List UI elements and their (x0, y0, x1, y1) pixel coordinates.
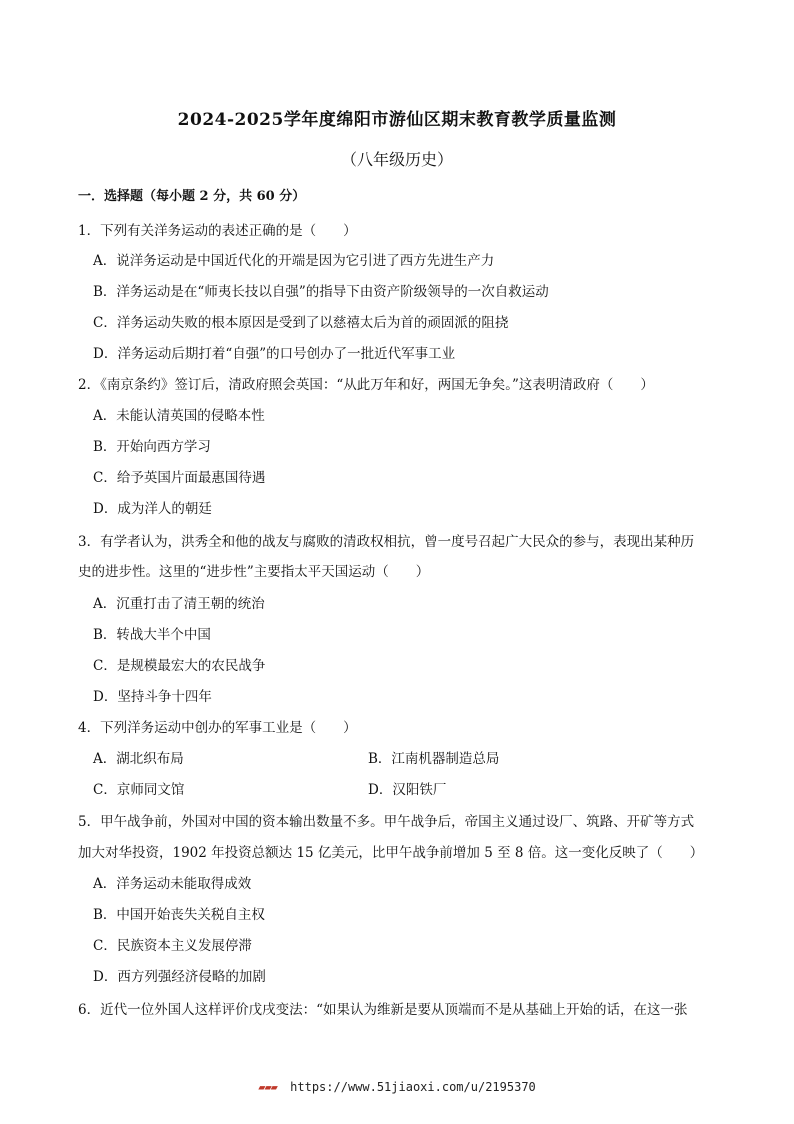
question-4-option-c: C．京师同文馆 (93, 782, 185, 798)
page-subtitle: （八年级历史） (340, 150, 453, 169)
question-3-option-a: A．沉重打击了清王朝的统治 (93, 596, 265, 612)
question-1-option-c: C．洋务运动失败的根本原因是受到了以慈禧太后为首的顽固派的阻挠 (93, 315, 509, 331)
question-5-option-d: D．西方列强经济侵略的加剧 (93, 969, 266, 985)
question-4-option-b: B．江南机器制造总局 (368, 751, 500, 767)
question-2-option-b: B．开始向西方学习 (93, 439, 211, 455)
question-4-stem: 4．下列洋务运动中创办的军事工业是（ ） (78, 720, 357, 736)
question-2-option-a: A．未能认清英国的侵略本性 (93, 408, 265, 424)
question-1-option-b: B．洋务运动是在“师夷长技以自强”的指导下由资产阶级领导的一次自救运动 (93, 284, 549, 300)
footer-link[interactable]: https://www.51jiaoxi.com/u/2195370 (290, 1080, 536, 1094)
question-5-stem-line-2: 加大对华投资，1902 年投资总额达 15 亿美元，比甲午战争前增加 5 至 8 倍。这一变化反映了（ ） (78, 845, 704, 861)
question-2-option-d: D．成为洋人的朝廷 (93, 501, 212, 517)
question-1-option-a: A．说洋务运动是中国近代化的开端是因为它引进了西方先进生产力 (93, 253, 495, 269)
question-5-stem-line-1: 5．甲午战争前，外国对中国的资本输出数量不多。甲午战争后，帝国主义通过设厂、筑路、开矿等方式 (78, 814, 695, 830)
page-title: 2024-2025学年度绵阳市游仙区期末教育教学质量监测 (177, 110, 617, 130)
question-2-option-c: C．给予英国片面最惠国待遇 (93, 470, 266, 486)
question-6-stem-line-1: 6．近代一位外国人这样评价戊戌变法：“如果认为维新是要从顶端而不是从基础上开始的话，在这一张 (78, 1002, 688, 1018)
question-1-stem: 1．下列有关洋务运动的表述正确的是（ ） (78, 223, 357, 239)
question-5-option-a: A．洋务运动未能取得成效 (93, 876, 252, 892)
question-3-option-c: C．是规模最宏大的农民战争 (93, 658, 266, 674)
question-5-option-b: B．中国开始丧失关税自主权 (93, 907, 265, 923)
question-2-stem: 2．《南京条约》签订后，清政府照会英国：“从此万年和好，两国无争矣。”这表明清政府（ ） (78, 377, 654, 393)
question-3-option-b: B．转战大半个中国 (93, 627, 211, 643)
question-3-stem-line-1: 3．有学者认为，洪秀全和他的战友与腐败的清政权相抗，曾一度号召起广大民众的参与，表现出某种历 (78, 534, 695, 550)
section-heading: 一．选择题（每小题 2 分，共 60 分） (78, 189, 306, 204)
question-4-option-d: D．汉阳铁厂 (368, 782, 447, 798)
question-1-option-d: D．洋务运动后期打着“自强”的口号创办了一批近代军事工业 (93, 346, 456, 362)
question-4-option-a: A．湖北织布局 (93, 751, 184, 767)
question-5-option-c: C．民族资本主义发展停滞 (93, 938, 252, 954)
page-footer (0, 1080, 794, 1094)
site-logo-icon: ▰▰▰ (258, 1080, 277, 1094)
question-3-stem-line-2: 史的进步性。这里的“进步性”主要指太平天国运动（ ） (78, 564, 430, 580)
question-3-option-d: D．坚持斗争十四年 (93, 689, 212, 705)
